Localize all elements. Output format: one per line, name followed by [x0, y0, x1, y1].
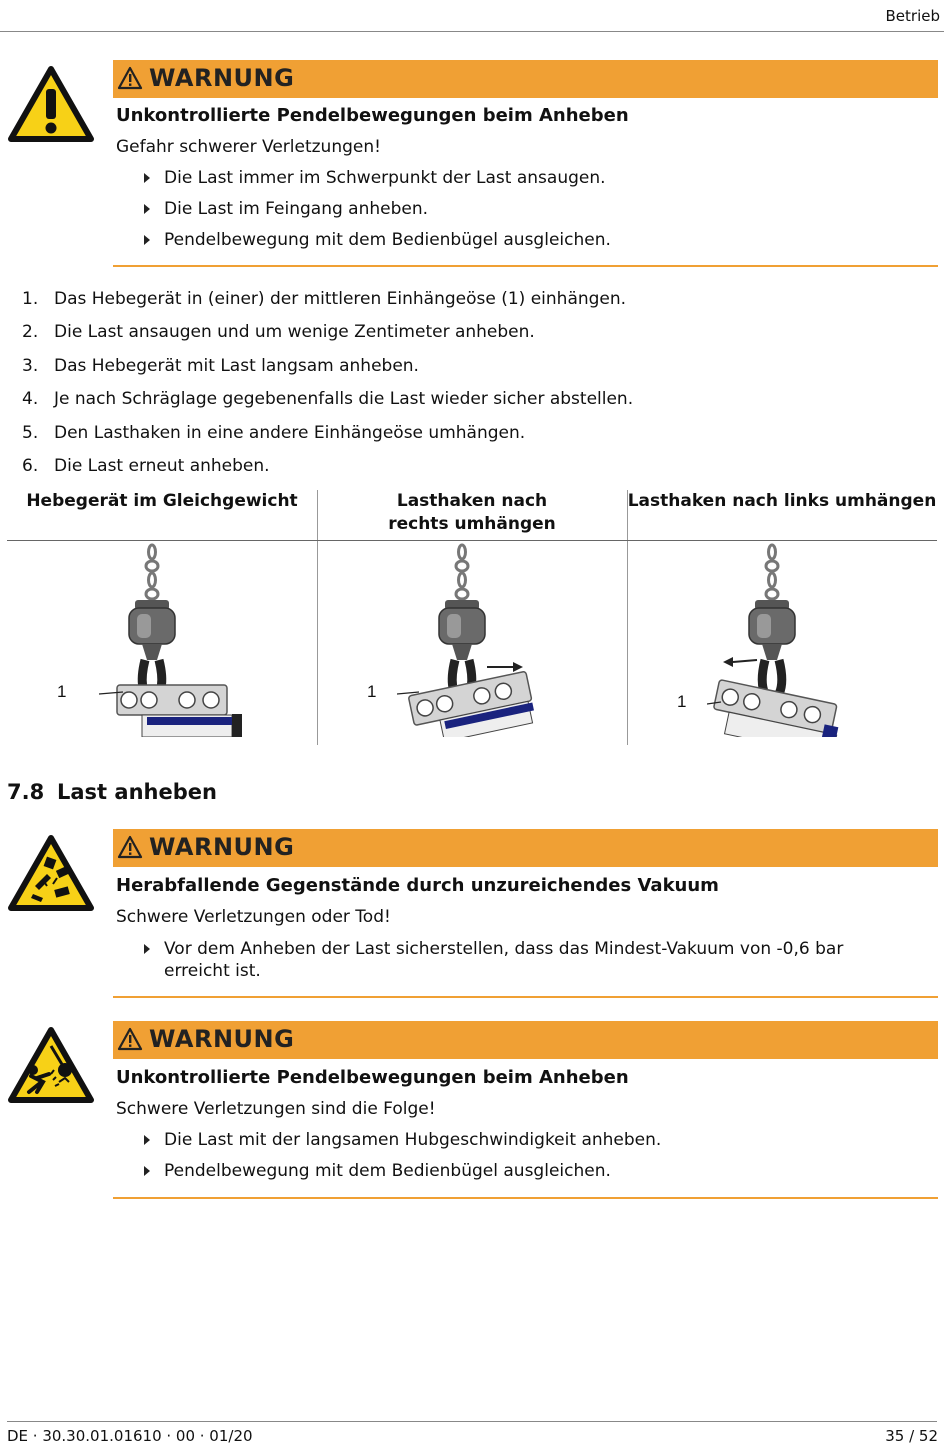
warning-triangle-icon — [117, 1027, 143, 1051]
action-item: Pendelbewegung mit dem Bedienbügel ausgleichen. — [144, 1160, 904, 1182]
section-number: 7.8 — [7, 780, 45, 804]
step-item: 2. Die Last ansaugen und um wenige Zentimeter anheben. — [22, 322, 535, 343]
warning-triangle-icon — [117, 66, 143, 90]
warning-consequence: Schwere Verletzungen sind die Folge! — [116, 1099, 436, 1119]
chain — [146, 545, 158, 599]
page-number: 35 / 52 — [885, 1427, 938, 1445]
document-id: DE · 30.30.01.01610 · 00 · 01/20 — [7, 1427, 253, 1445]
signal-word: WARNUNG — [149, 64, 295, 92]
warning-bottom-rule — [113, 996, 938, 998]
running-header: Betrieb — [885, 7, 940, 25]
bullet-arrow-icon — [144, 204, 150, 214]
section-title: Last anheben — [57, 780, 217, 804]
bullet-arrow-icon — [144, 944, 150, 954]
signal-word: WARNUNG — [149, 833, 295, 861]
signal-word: WARNUNG — [149, 1025, 295, 1053]
bullet-arrow-icon — [144, 173, 150, 183]
warning-banner — [113, 829, 938, 867]
footer-rule — [7, 1421, 937, 1422]
header-rule — [0, 31, 944, 32]
callout-label: 1 — [677, 692, 687, 711]
falling-objects-sign-icon — [7, 834, 95, 912]
warning-actions — [144, 1129, 904, 1191]
warning-consequence: Schwere Verletzungen oder Tod! — [116, 907, 391, 927]
column-header-balance: Hebegerät im Gleichgewicht — [26, 491, 298, 511]
warning-title: Unkontrollierte Pendelbewegungen beim Anheben — [116, 1067, 629, 1088]
warning-triangle-icon — [117, 835, 143, 859]
step-item: 6. Die Last erneut anheben. — [22, 455, 270, 476]
step-item: 5. Den Lasthaken in eine andere Einhängeöse umhängen. — [22, 422, 526, 443]
section-heading — [7, 780, 217, 804]
callout-label: 1 — [57, 682, 67, 701]
action-item: Die Last mit der langsamen Hubgeschwindigkeit anheben. — [144, 1129, 904, 1151]
general-warning-sign-icon — [7, 65, 95, 143]
figure-hook-right — [397, 542, 627, 737]
action-item: Pendelbewegung mit dem Bedienbügel ausgleichen. — [144, 229, 904, 251]
figure-hook-left — [707, 542, 937, 737]
bullet-arrow-icon — [144, 1135, 150, 1145]
bullet-arrow-icon — [144, 1166, 150, 1176]
pendulum-hazard-sign-icon — [7, 1026, 95, 1104]
warning-consequence: Gefahr schwerer Verletzungen! — [116, 137, 381, 157]
step-item: 3. Das Hebegerät mit Last langsam anheben. — [22, 355, 419, 376]
warning-actions — [144, 167, 904, 260]
chain — [456, 545, 468, 599]
warning-banner — [113, 60, 938, 98]
warning-title: Herabfallende Gegenstände durch unzureichendes Vakuum — [116, 875, 719, 896]
warning-title: Unkontrollierte Pendelbewegungen beim Anheben — [116, 105, 629, 126]
figure-table — [7, 490, 937, 745]
column-header-right: Lasthaken nach rechts umhängen — [388, 491, 556, 534]
action-item: Vor dem Anheben der Last sicherstellen, dass das Mindest-Vakuum von -0,6 bar erreicht ist. — [144, 938, 904, 982]
callout-label: 1 — [367, 682, 377, 701]
step-item: 4. Je nach Schräglage gegebenenfalls die Last wieder sicher abstellen. — [22, 389, 634, 410]
warning-bottom-rule — [113, 265, 938, 267]
action-item: Die Last immer im Schwerpunkt der Last ansaugen. — [144, 167, 904, 189]
warning-actions — [144, 938, 904, 991]
step-item: 1. Das Hebegerät in (einer) der mittleren Einhängeöse (1) einhängen. — [22, 289, 627, 309]
column-header-left: Lasthaken nach links umhängen — [627, 491, 937, 511]
bullet-arrow-icon — [144, 235, 150, 245]
chain — [766, 545, 778, 599]
warning-banner — [113, 1021, 938, 1059]
header-divider — [7, 540, 937, 541]
action-item: Die Last im Feingang anheben. — [144, 198, 904, 220]
figure-balanced — [87, 542, 317, 737]
warning-bottom-rule — [113, 1197, 938, 1199]
step-list — [22, 289, 633, 489]
column-divider — [627, 490, 628, 745]
column-divider — [317, 490, 318, 745]
